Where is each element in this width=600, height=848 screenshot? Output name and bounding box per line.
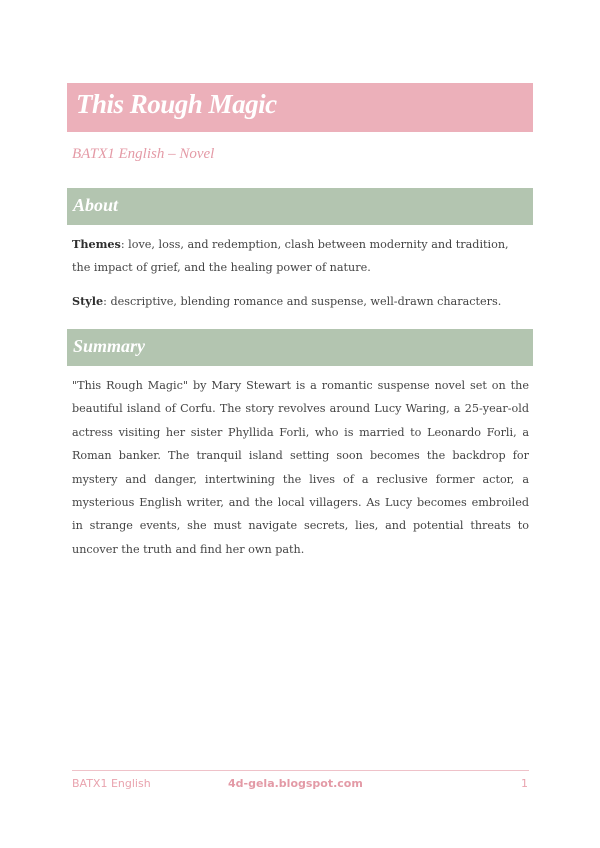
themes-paragraph (72, 233, 529, 279)
themes-text: : love, loss, and redemption, clash between modernity and tradition, the impact of grief, and the healing power of nature. (72, 238, 509, 274)
summary-paragraph: "This Rough Magic" by Mary Stewart is a romantic suspense novel set on the beautiful island of Corfu. The story revolves around Lucy Waring, a 25-year-old actress visiting her sister Phyllida Forli, who is married to Leonardo Forli, a Roman banker. The tranquil island setting soon becomes the backdrop for mystery and danger, intertwining the lives of a reclusive former actor, a mysterious English writer, and the local villagers. As Lucy becomes embroiled in strange events, she must navigate secrets, lies, and potential threats to uncover the truth and find her own path. (72, 379, 529, 556)
footer-website-link[interactable]: 4d-gela.blogspot.com (228, 777, 363, 790)
title-banner (67, 83, 533, 132)
summary-section-header (67, 329, 533, 366)
subtitle: BATX1 English – Novel (72, 146, 215, 162)
page-number: 1 (521, 777, 528, 790)
themes-label: Themes (72, 237, 121, 251)
page-title: This Rough Magic (76, 89, 277, 119)
style-paragraph (72, 290, 529, 313)
about-heading: About (73, 195, 119, 215)
style-text: : descriptive, blending romance and suspense, well-drawn characters. (103, 295, 502, 308)
summary-heading: Summary (73, 336, 146, 356)
footer-divider (72, 770, 529, 771)
footer-course: BATX1 English (72, 777, 151, 790)
about-section-header (67, 188, 533, 225)
style-label: Style (72, 294, 104, 308)
